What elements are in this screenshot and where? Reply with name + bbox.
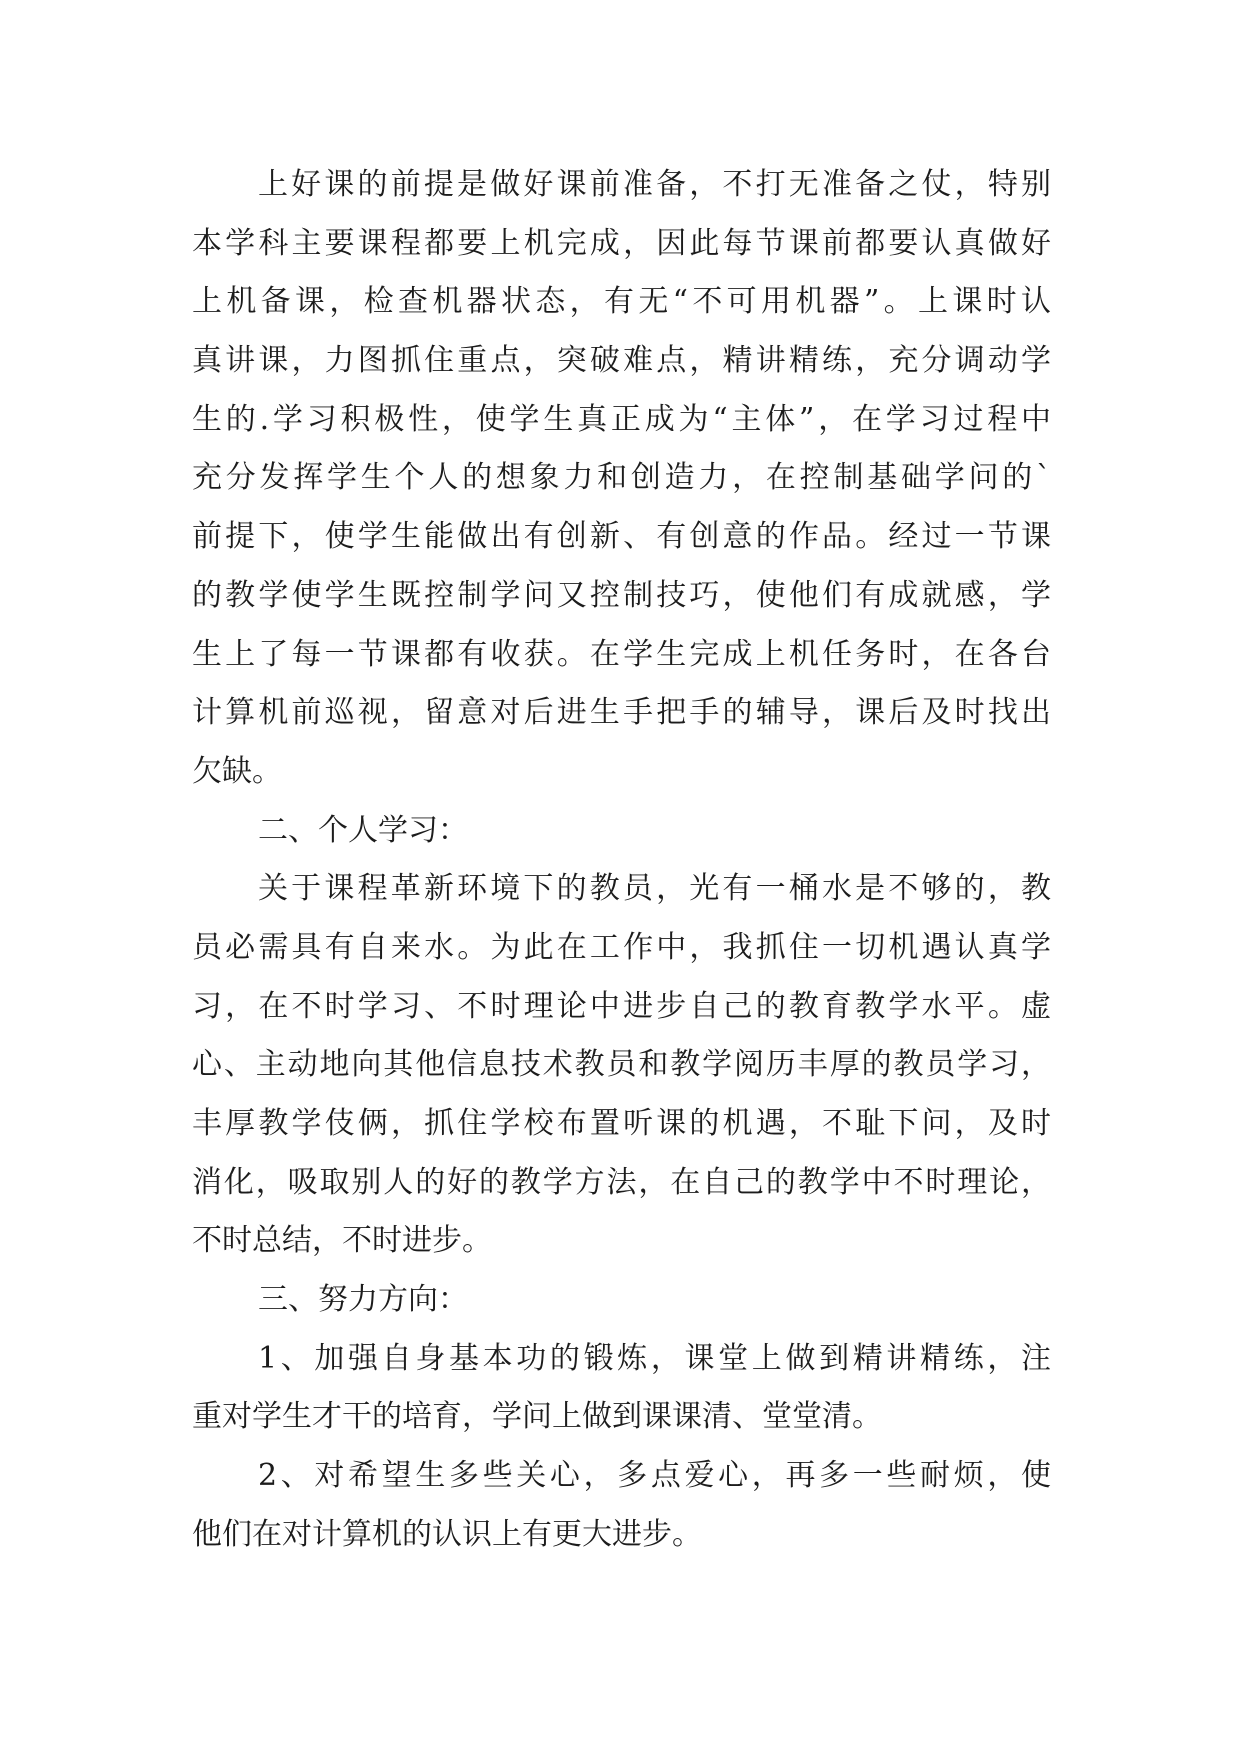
text-line: 上好课的前提是做好课前准备，不打无准备之仗，特别 xyxy=(258,167,1051,202)
text-line: 重对学生才干的培育，学问上做到课课清、堂堂清。 xyxy=(192,1399,882,1435)
section-heading-personal-study xyxy=(192,802,1051,861)
text-line: 的教学使学生既控制学问又控制技巧，使他们有成就感，学 xyxy=(192,577,1051,613)
text-line: 欠缺。 xyxy=(192,753,282,789)
text-line: 1、加强自身基本功的锻炼，课堂上做到精讲精练，注 xyxy=(258,1340,1051,1376)
text-line: 他们在对计算机的认识上有更大进步。 xyxy=(192,1516,702,1552)
text-line: 消化，吸取别人的好的教学方法，在自己的教学中不时理论， xyxy=(192,1164,1051,1200)
text-line: 真讲课，力图抓住重点，突破难点，精讲精练，充分调动学 xyxy=(192,343,1051,379)
paragraph-personal-study xyxy=(192,860,1051,1271)
section-heading-direction xyxy=(192,1271,1051,1330)
paragraph-lesson-preparation xyxy=(192,156,1051,802)
text-line: 心、主动地向其他信息技术教员和教学阅历丰厚的教员学习， xyxy=(192,1047,1051,1083)
text-line: 员必需具有自来水。为此在工作中，我抓住一切机遇认真学 xyxy=(192,929,1051,965)
text-line: 生的.学习积极性，使学生真正成为“主体”，在学习过程中 xyxy=(192,401,1051,437)
text-line: 2、对希望生多些关心，多点爱心，再多一些耐烦，使 xyxy=(258,1458,1051,1494)
text-line: 不时总结，不时进步。 xyxy=(192,1223,492,1259)
list-item-1 xyxy=(192,1330,1051,1447)
text-line: 计算机前巡视，留意对后进生手把手的辅导，课后及时找出 xyxy=(192,695,1051,731)
section-heading: 二、个人学习： xyxy=(258,812,468,848)
text-line: 习，在不时学习、不时理论中进步自己的教育教学水平。虚 xyxy=(192,988,1051,1024)
text-line: 生上了每一节课都有收获。在学生完成上机任务时，在各台 xyxy=(192,636,1051,672)
text-line: 关于课程革新环境下的教员，光有一桶水是不够的，教 xyxy=(258,871,1051,907)
text-line: 丰厚教学伎俩，抓住学校布置听课的机遇，不耻下问，及时 xyxy=(192,1106,1051,1141)
text-line: 充分发挥学生个人的想象力和创造力，在控制基础学问的` xyxy=(192,460,1051,496)
list-item-2 xyxy=(192,1447,1051,1564)
text-line: 上机备课，检查机器状态，有无“不可用机器”。上课时认 xyxy=(192,284,1051,320)
text-line: 前提下，使学生能做出有创新、有创意的作品。经过一节课 xyxy=(192,519,1051,555)
document-body xyxy=(192,156,1051,1565)
text-line: 本学科主要课程都要上机完成，因此每节课前都要认真做好 xyxy=(192,225,1051,261)
section-heading: 三、努力方向： xyxy=(258,1282,468,1318)
